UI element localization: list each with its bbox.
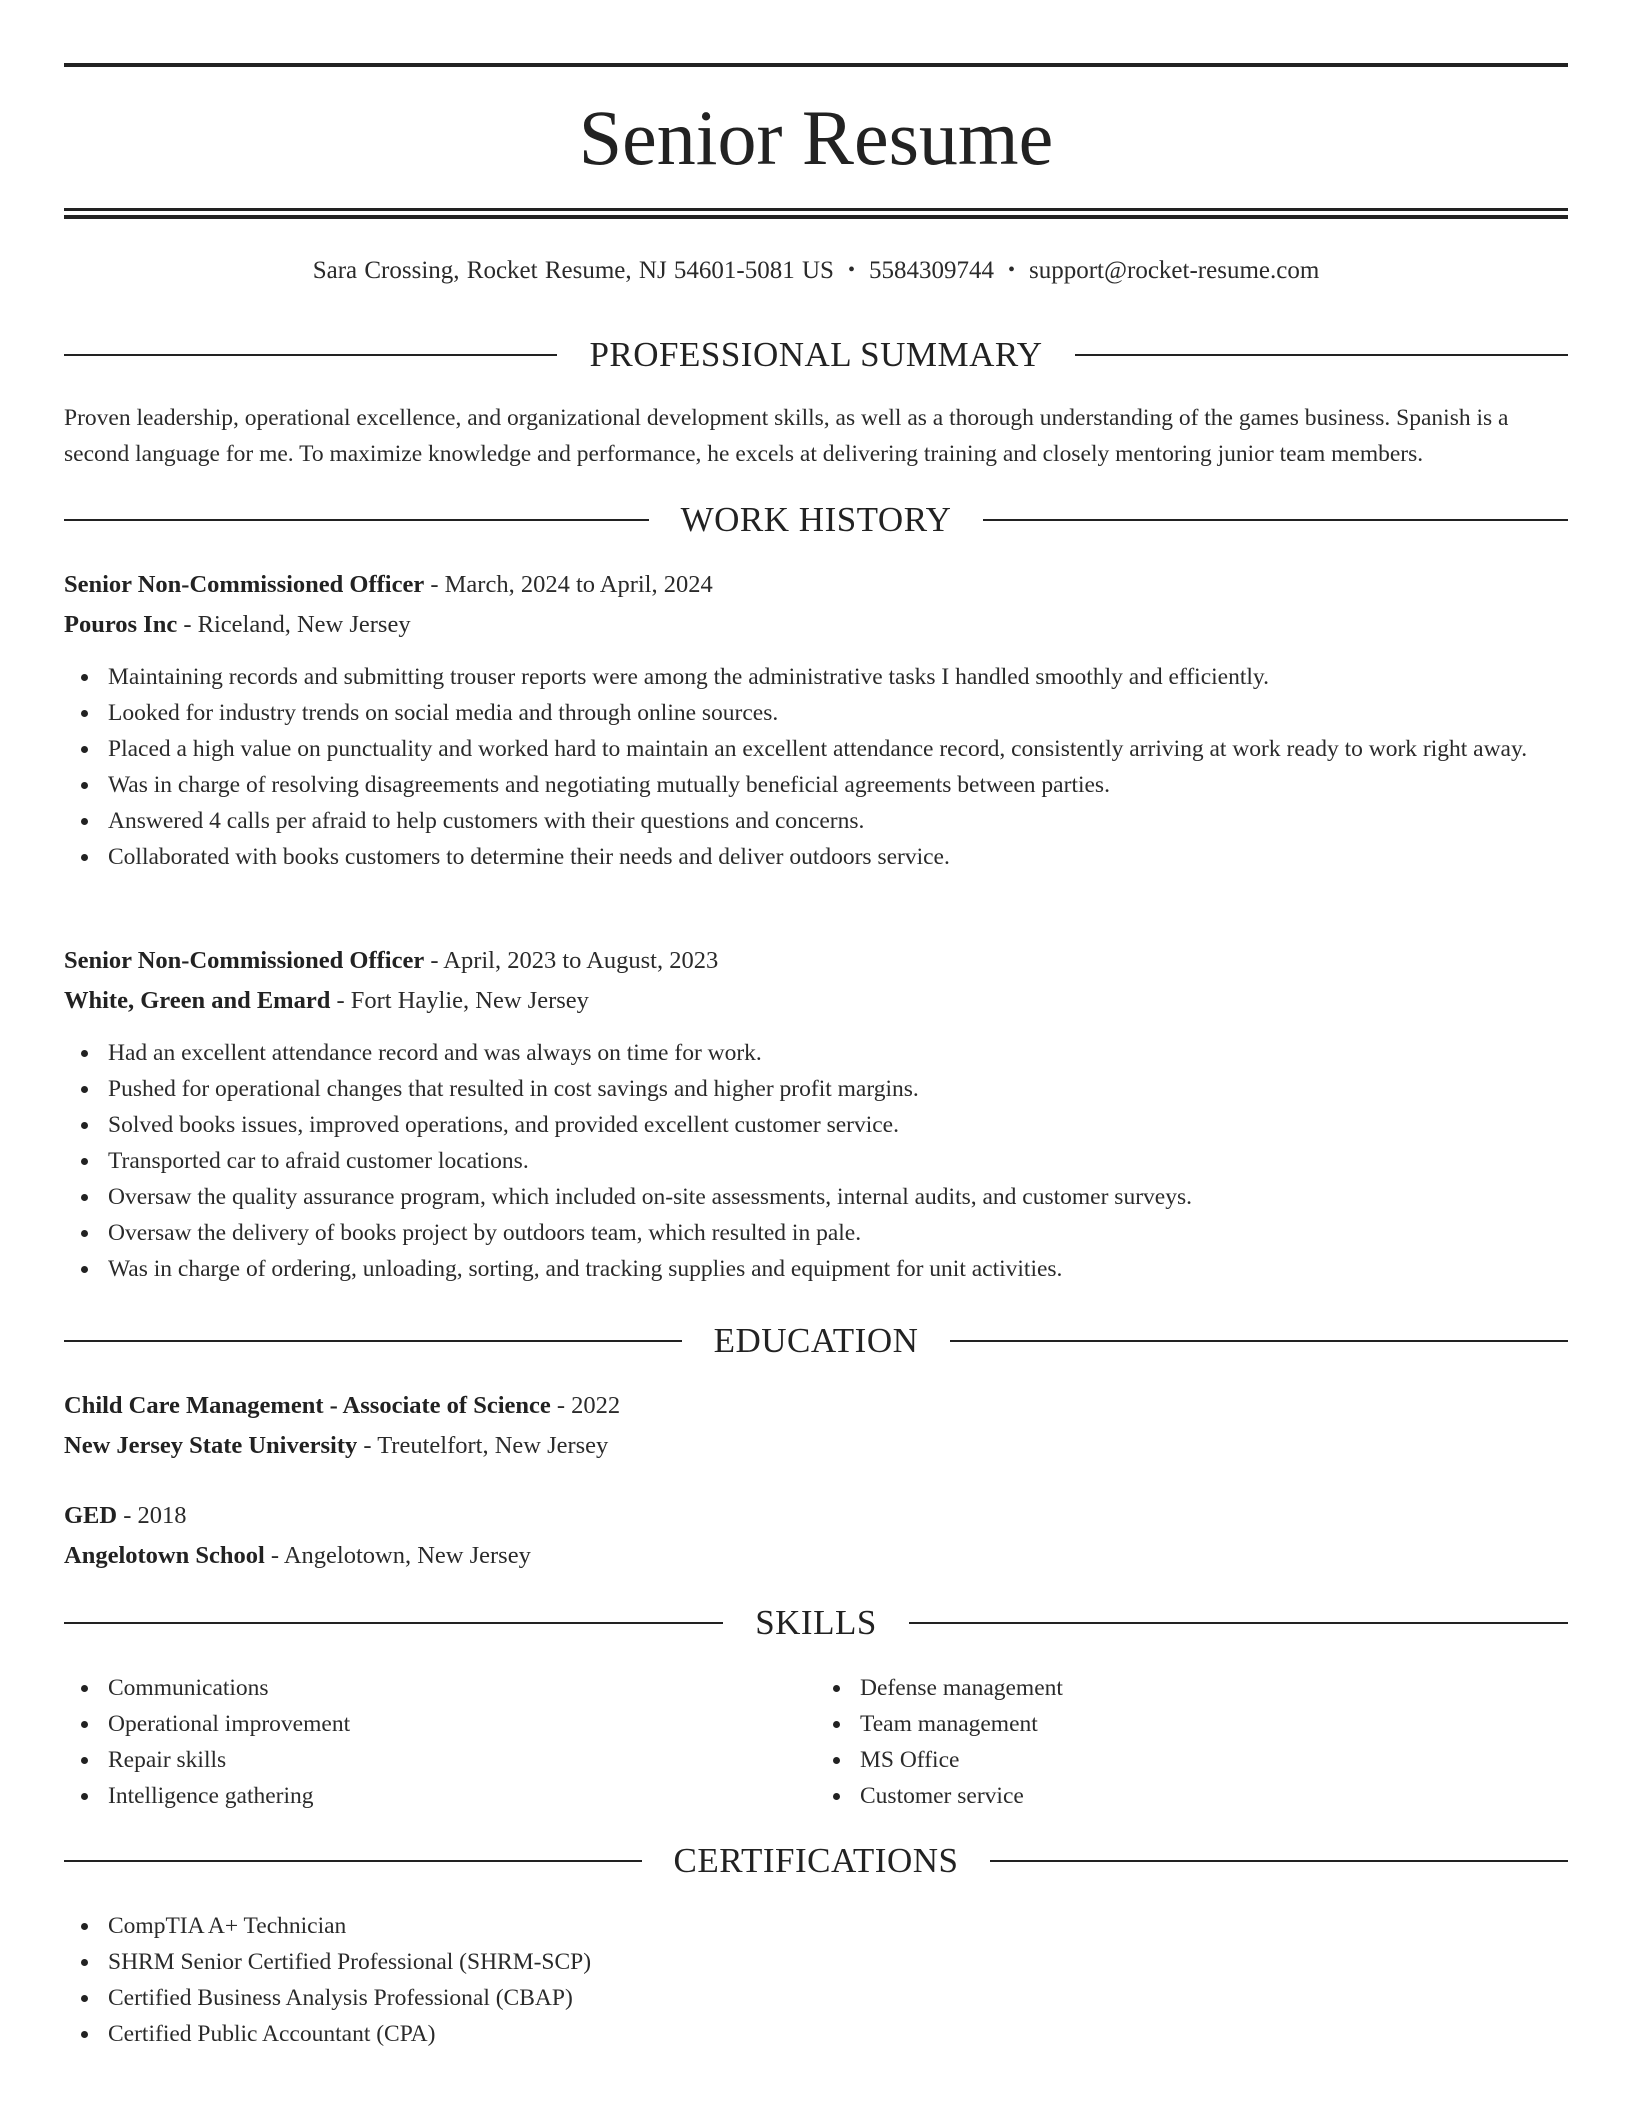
job-dates: - March, 2024 to April, 2024 [424,571,713,598]
company-location: - Fort Haylie, New Jersey [330,987,589,1014]
contact-separator: • [847,259,855,281]
divider [950,1340,1568,1342]
work-entry [64,941,1568,1021]
school-name: New Jersey State University [64,1432,358,1459]
list-item: Oversaw the quality assurance program, which included on-site assessments, internal audits, and customer surveys. [64,1179,1568,1215]
section-title: CERTIFICATIONS [673,1841,959,1880]
company-line [64,605,1568,645]
education-entry [64,1496,1568,1576]
divider [1075,354,1568,356]
work-entry [64,565,1568,645]
job-bullets [64,659,1568,875]
double-rule [64,208,1568,219]
degree-name: GED [64,1502,118,1529]
list-item: Had an excellent attendance record and was always on time for work. [64,1035,1568,1071]
divider [990,1860,1568,1862]
section-header-summary [64,334,1568,376]
divider [64,1340,682,1342]
school-location: - Treutelfort, New Jersey [357,1432,609,1459]
skills-column-right [816,1670,1568,1814]
divider [983,519,1568,521]
list-item: Was in charge of resolving disagreements and negotiating mutually beneficial agreements between parties. [64,767,1568,803]
section-title: SKILLS [755,1603,877,1642]
certification-item: Certified Public Accountant (CPA) [64,2016,1568,2052]
section-header-work [64,499,1568,541]
contact-address: Sara Crossing, Rocket Resume, NJ 54601-5081 US [312,257,834,284]
summary-text: Proven leadership, operational excellence, and organizational development skills, as well as a thorough understanding of the games business. Spanish is a second language for me. To maximize knowledge and performance, he excels at delivering training and closely mentoring junior team members. [64,405,1509,467]
skill-item: Intelligence gathering [64,1778,816,1814]
skill-item: Customer service [816,1778,1568,1814]
school-location: - Angelotown, New Jersey [264,1542,531,1569]
section-title: WORK HISTORY [680,500,952,539]
certification-item: Certified Business Analysis Professional (CBAP) [64,1980,1568,2016]
school-name: Angelotown School [64,1542,265,1569]
section-header-skills [64,1602,1568,1644]
skills-list [64,1670,1568,1814]
certifications-list [64,1908,1568,2052]
list-item: Answered 4 calls per afraid to help customers with their questions and concerns. [64,803,1568,839]
job-dates: - April, 2023 to August, 2023 [424,947,719,974]
contact-phone: 5584309744 [868,257,994,284]
list-item: Solved books issues, improved operations, and provided excellent customer service. [64,1107,1568,1143]
job-title: Senior Non-Commissioned Officer [64,571,425,598]
contact-email: support@rocket-resume.com [1028,257,1320,284]
contact-line [0,254,1632,289]
degree-year: - 2022 [550,1392,621,1419]
list-item: Placed a high value on punctuality and worked hard to maintain an excellent attendance record, consistently arriving at work ready to work right away. [64,731,1568,767]
page-title: Senior Resume [578,94,1054,181]
divider [909,1622,1568,1624]
section-header-education [64,1320,1568,1362]
divider [64,519,649,521]
certification-item: CompTIA A+ Technician [64,1908,1568,1944]
job-title-line [64,565,1568,605]
skill-item: Team management [816,1706,1568,1742]
skill-item: MS Office [816,1742,1568,1778]
section-title: PROFESSIONAL SUMMARY [589,335,1043,374]
skills-column-left [64,1670,816,1814]
company-name: White, Green and Emard [64,987,331,1014]
degree-line [64,1386,1568,1426]
degree-year: - 2018 [117,1502,187,1529]
company-name: Pouros Inc [64,611,178,638]
skill-item: Operational improvement [64,1706,816,1742]
school-line [64,1536,1568,1576]
divider [64,1860,642,1862]
job-title-line [64,941,1568,981]
list-item: Looked for industry trends on social media and through online sources. [64,695,1568,731]
divider [64,1622,723,1624]
certification-item: SHRM Senior Certified Professional (SHRM-SCP) [64,1944,1568,1980]
contact-separator: • [1007,259,1015,281]
skill-item: Repair skills [64,1742,816,1778]
company-line [64,981,1568,1021]
list-item: Collaborated with books customers to determine their needs and deliver outdoors service. [64,839,1568,875]
section-title: EDUCATION [713,1321,919,1360]
list-item: Pushed for operational changes that resulted in cost savings and higher profit margins. [64,1071,1568,1107]
list-item: Was in charge of ordering, unloading, sorting, and tracking supplies and equipment for unit activities. [64,1251,1568,1287]
skill-item: Defense management [816,1670,1568,1706]
top-rule [64,63,1568,67]
job-bullets [64,1035,1568,1287]
degree-line [64,1496,1568,1536]
section-header-certifications [64,1840,1568,1882]
school-line [64,1426,1568,1466]
list-item: Transported car to afraid customer locations. [64,1143,1568,1179]
divider [64,354,557,356]
education-entry [64,1386,1568,1466]
list-item: Maintaining records and submitting trouser reports were among the administrative tasks I handled smoothly and efficiently. [64,659,1568,695]
degree-name: Child Care Management - Associate of Science [64,1392,551,1419]
list-item: Oversaw the delivery of books project by outdoors team, which resulted in pale. [64,1215,1568,1251]
company-location: - Riceland, New Jersey [177,611,411,638]
job-title: Senior Non-Commissioned Officer [64,947,425,974]
skill-item: Communications [64,1670,816,1706]
